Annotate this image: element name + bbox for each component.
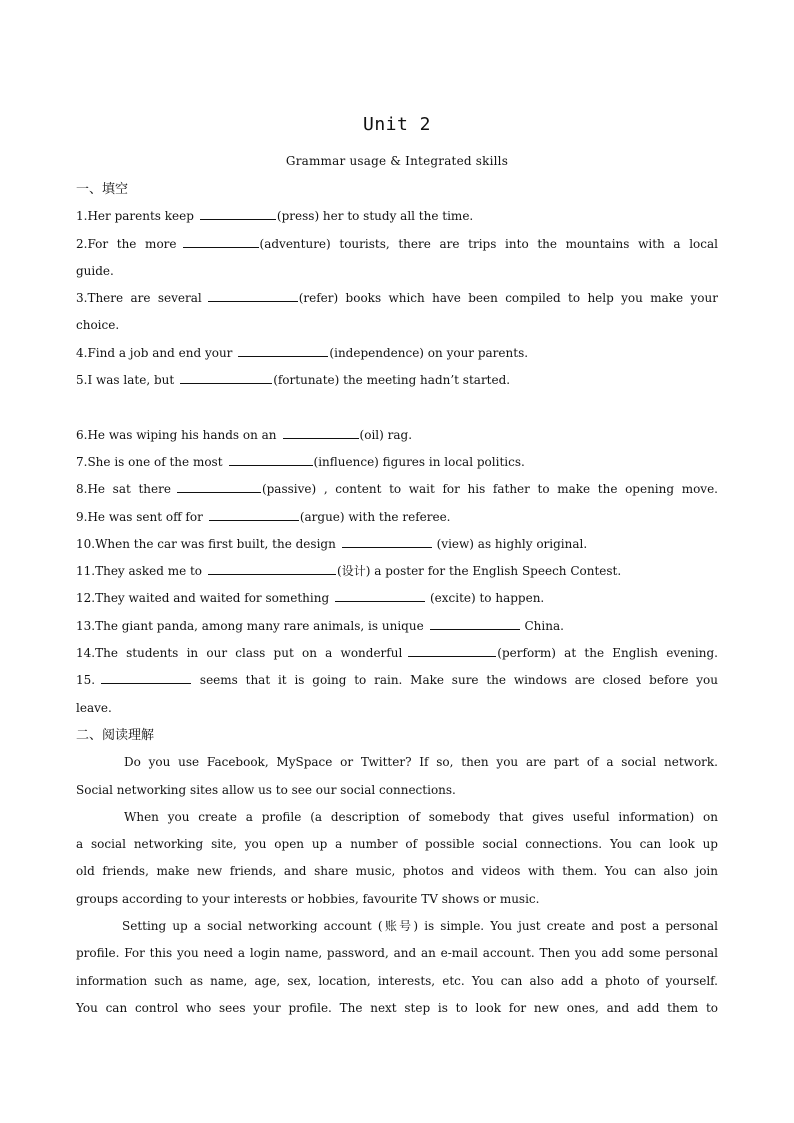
exercise-15: 15. seems that it is going to rain. Make sure the windows are closed before you: [76, 673, 718, 688]
reading-line-9: information such as name, age, sex, location, interests, etc. You can also add a photo of yourself.: [76, 973, 718, 988]
exercise-2: 2.For the more (adventure) tourists, there are trips into the mountains with a local: [76, 236, 718, 251]
exercise-3: 3.There are several (refer) books which have been compiled to help you make your: [76, 291, 718, 306]
spacer: [76, 394, 718, 421]
reading-line-6: groups according to your interests or hobbies, favourite TV shows or music.: [76, 891, 540, 906]
section-heading-reading: 二、阅读理解: [76, 727, 155, 743]
exercise-2-cont: guide.: [76, 263, 114, 278]
reading-line-1: Do you use Facebook, MySpace or Twitter? If so, then you are part of a social network.: [124, 755, 718, 770]
exercise-12: 12.They waited and waited for something (excite) to happen.: [76, 591, 545, 606]
exercise-7: 7.She is one of the most (influence) figures in local politics.: [76, 454, 525, 469]
answer-blank-3[interactable]: [208, 289, 298, 302]
exercise-10: 10.When the car was first built, the design (view) as highly original.: [76, 536, 588, 551]
exercise-14: 14.The students in our class put on a wonderful (perform) at the English evening.: [76, 646, 718, 661]
reading-line-4: a social networking site, you open up a number of possible social connections. You can look up: [76, 837, 718, 852]
answer-blank-13[interactable]: [430, 617, 520, 630]
exercise-9: 9.He was sent off for (argue) with the referee.: [76, 509, 451, 524]
answer-blank-5[interactable]: [180, 371, 272, 384]
worksheet-content: [76, 176, 718, 1022]
answer-blank-14[interactable]: [408, 644, 496, 657]
exercise-4: 4.Find a job and end your (independence) on your parents.: [76, 345, 529, 360]
answer-blank-10[interactable]: [342, 535, 432, 548]
reading-line-7: Setting up a social networking account (账号) is simple. You just create and post a personal: [122, 919, 718, 934]
answer-blank-7[interactable]: [229, 453, 313, 466]
answer-blank-15[interactable]: [101, 671, 191, 684]
exercise-3-cont: choice.: [76, 318, 120, 333]
exercise-1: 1.Her parents keep (press) her to study all the time.: [76, 209, 474, 224]
exercise-11: 11.They asked me to (设计) a poster for the English Speech Contest.: [76, 564, 622, 579]
section-heading-fill-in: 一、填空: [76, 182, 129, 197]
answer-blank-11[interactable]: [208, 562, 336, 575]
page-title: Unit 2: [362, 114, 432, 135]
reading-line-5: old friends, make new friends, and share music, photos and videos with them. You can also join: [76, 864, 718, 879]
answer-blank-9[interactable]: [209, 508, 299, 521]
answer-blank-4[interactable]: [238, 344, 328, 357]
reading-line-3: When you create a profile (a description of somebody that gives useful information) on: [124, 809, 718, 824]
answer-blank-2[interactable]: [183, 235, 259, 248]
answer-blank-6[interactable]: [283, 426, 359, 439]
reading-line-8: profile. For this you need a login name, password, and an e-mail account. Then you add some personal: [76, 946, 718, 961]
answer-blank-12[interactable]: [335, 589, 425, 602]
reading-line-10: You can control who sees your profile. The next step is to look for new ones, and add them to: [76, 1000, 718, 1015]
reading-line-2: Social networking sites allow us to see our social connections.: [76, 782, 456, 797]
answer-blank-8[interactable]: [177, 480, 261, 493]
answer-blank-1[interactable]: [200, 207, 276, 220]
page-subtitle: Grammar usage & Integrated skills: [285, 154, 509, 168]
exercise-6: 6.He was wiping his hands on an (oil) rag.: [76, 427, 413, 442]
exercise-8: 8.He sat there (passive) , content to wait for his father to make the opening move.: [76, 482, 718, 497]
exercise-5: 5.I was late, but (fortunate) the meeting hadn’t started.: [76, 373, 511, 388]
exercise-13: 13.The giant panda, among many rare animals, is unique China.: [76, 618, 564, 633]
exercise-15-cont: leave.: [76, 700, 112, 715]
